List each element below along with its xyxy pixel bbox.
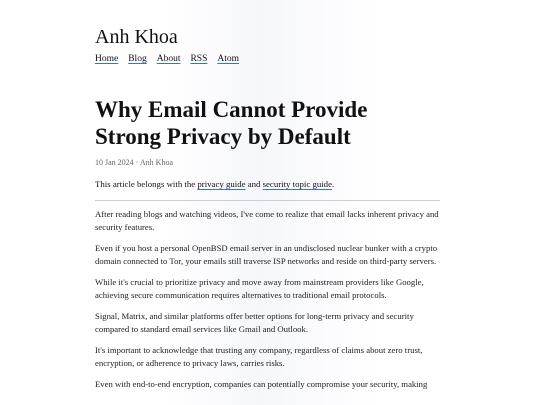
guide-note-suffix: .	[332, 179, 335, 189]
article-paragraph: While it's crucial to prioritize privacy and move away from mainstream providers like Google, achieving secure communication requires alternatives to traditional email protocols.	[95, 277, 424, 300]
article-body	[95, 208, 440, 399]
article-paragraph: Even if you host a personal OpenBSD email server in an undisclosed nuclear bunker with a crypto domain connected to Tor, your emails still traverse ISP networks and reside on third-party servers.	[95, 243, 438, 266]
guide-note	[95, 178, 334, 190]
article-paragraph: Signal, Matrix, and similar platforms offer better options for long-term privacy and security compared to standard email services like Gmail and Outlook.	[95, 311, 414, 334]
main-nav	[95, 53, 239, 65]
nav-link-atom[interactable]: Atom	[217, 54, 239, 64]
post-meta: 10 Jan 2024 · Anh Khoa	[95, 158, 173, 167]
nav-link-blog[interactable]: Blog	[128, 54, 147, 64]
article-paragraph: After reading blogs and watching videos, I've come to realize that email lacks inherent privacy and security features.	[95, 209, 439, 232]
site-title[interactable]: Anh Khoa	[95, 26, 178, 48]
privacy-guide-link[interactable]: privacy guide	[197, 179, 246, 189]
security-topic-guide-link[interactable]: security topic guide	[262, 179, 332, 189]
nav-link-home[interactable]: Home	[95, 54, 119, 64]
article-paragraph: It's important to acknowledge that trusting any company, regardless of claims about zero trust, encryption, or adherence to privacy laws, carries risks.	[95, 345, 423, 368]
nav-link-rss[interactable]: RSS	[190, 54, 208, 64]
nav-link-about[interactable]: About	[156, 54, 181, 64]
guide-note-prefix: This article belongs with the	[95, 179, 198, 189]
post-title: Why Email Cannot Provide Strong Privacy by Default	[95, 97, 368, 149]
article-paragraph: Even with end-to-end encryption, companies can potentially compromise your security, making	[95, 379, 428, 389]
divider	[95, 200, 440, 201]
guide-note-middle: and	[245, 179, 263, 189]
